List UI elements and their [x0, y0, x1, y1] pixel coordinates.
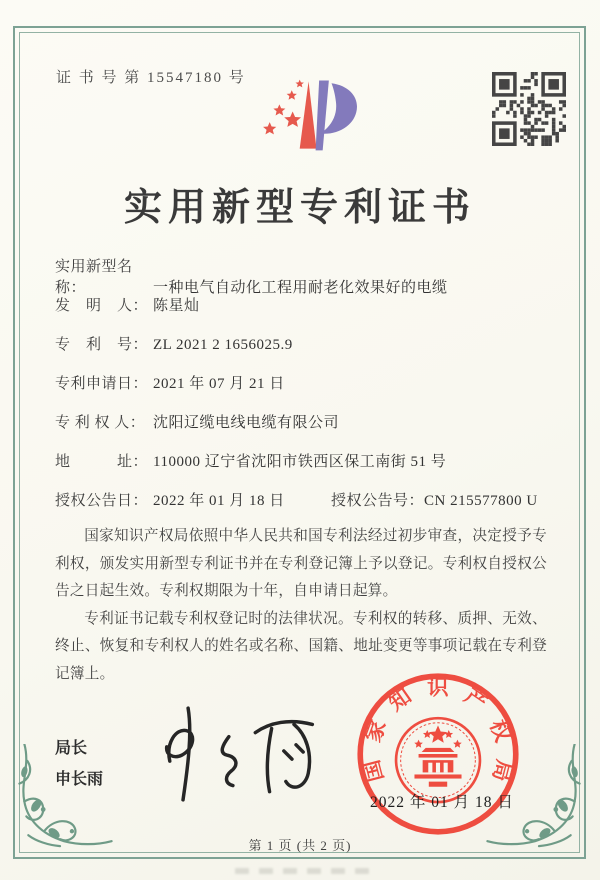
field-value: 2021 年 07 月 21 日: [153, 376, 285, 392]
field-label: 发 明 人：: [55, 298, 149, 314]
seal-date: 2022 年 01 月 18 日: [370, 794, 514, 811]
field-label: 授权公告号：: [331, 493, 425, 509]
field-label: 地 址：: [55, 454, 149, 470]
field-value: 一种电气自动化工程用耐老化效果好的电缆: [153, 280, 448, 296]
seal-org-text: 国家知识产权局: [359, 675, 517, 785]
legal-paragraph-1: 国家知识产权局依照中华人民共和国专利法经过初步审查，决定授予专利权，颁发实用新型专利证书并在专利登记簿上予以登记。专利权自授权公告之日起生效。专利权期限为十年，自申请日起算。: [55, 528, 547, 600]
field-label: 专 利 权 人：: [55, 415, 146, 431]
field-value: 陈星灿: [153, 298, 200, 314]
field-value: 沈阳辽缆电线电缆有限公司: [153, 415, 340, 431]
officer-title: 局长: [55, 740, 88, 757]
certificate-number: 证 书 号 第 15547180 号: [56, 70, 246, 86]
field-value: 110000 辽宁省沈阳市铁西区保工南街 51 号: [153, 454, 447, 470]
page-number: 第 1 页 (共 2 页): [248, 838, 352, 853]
officer-name: 申长雨: [55, 771, 104, 788]
cnipa-logo-icon: [252, 66, 358, 169]
field-label: 实用新型名称：: [55, 259, 133, 296]
bleed-through-marks: [235, 868, 405, 876]
signature-handwriting: [138, 698, 338, 815]
field-label: 专利申请日：: [55, 376, 149, 392]
field-value: 2022 年 01 月 18 日: [153, 493, 285, 509]
field-row-name: [55, 255, 560, 294]
field-label: 专 利 号：: [55, 337, 149, 353]
field-list: [55, 255, 560, 528]
legal-text: [55, 523, 547, 689]
field-row-address: [55, 450, 560, 489]
legal-paragraph-2: 专利证书记载专利权登记时的法律状况。专利权的转移、质押、无效、终止、恢复和专利权人的姓名或名称、国籍、地址变更等事项记载在专利登记簿上。: [55, 610, 547, 682]
grant-no-group: [331, 493, 538, 509]
logo-red-wedge: [300, 81, 317, 148]
qr-code: [492, 72, 566, 151]
field-label: 授权公告日：: [55, 493, 149, 509]
field-row-inventor: [55, 294, 560, 333]
field-value: ZL 2021 2 1656025.9: [153, 337, 293, 353]
logo-purple-stem: [316, 81, 329, 151]
field-value: CN 215577800 U: [424, 493, 538, 509]
grant-date-group: [55, 489, 331, 510]
field-row-patentee: [55, 411, 560, 450]
certificate-title: 实用新型专利证书: [123, 187, 476, 229]
field-row-filing-date: [55, 372, 560, 411]
field-row-patent-no: [55, 333, 560, 372]
